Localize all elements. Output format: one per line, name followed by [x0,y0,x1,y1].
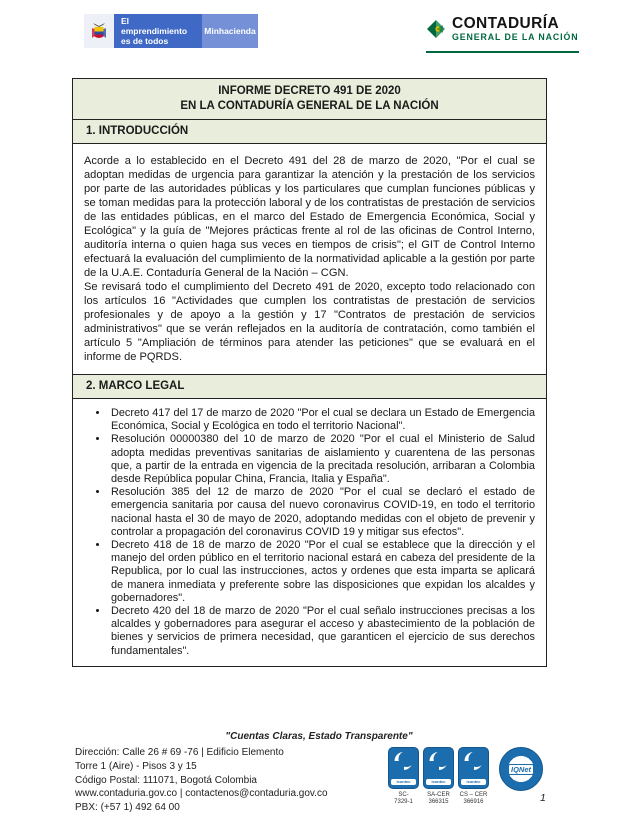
report-table [72,78,547,667]
icontec-badge-icon [388,747,419,789]
address-line-pbx: PBX: (+57 1) 492 64 00 [75,802,180,814]
colombia-coat-of-arms-icon [84,14,114,48]
gov-slogan-line1: El emprendimiento [121,16,188,36]
address-line-codigo-postal: Código Postal: 111071, Bogotá Colombia [75,774,257,786]
footer-address [75,746,328,815]
ministry-label: Minhacienda [202,14,258,48]
gov-slogan-line2: es de todos [121,36,169,46]
gov-slogan-box [114,14,202,48]
icontec-badge-cs [458,747,489,806]
address-line-web-email: www.contaduria.gov.co | contactenos@contaduria.gov.co [75,788,328,800]
footer-slogan: "Cuentas Claras, Estado Transparente" [225,731,413,742]
page-number: 1 [540,792,546,804]
marco-legal-body [73,399,546,666]
legal-item: • Resolución 385 del 12 de marzo de 2020 "Por el cual se declaró el estado de emergencia sanitaria por causa del nuevo coronavirus COVID-19, en todo el territorio nacional hasta el 30 de mayo de 2020, adoptando medidas con el objeto de prevenir y controlar a propagación del coronavirus COVID 19 y mitigar sus efectos". [109,486,535,539]
badge-caption: SC- 7329-1 [394,792,413,805]
legal-item: • Resolución 00000380 del 10 de marzo de 2020 "Por el cual el Ministerio de Salud adopta medidas preventivas sanitarias de aislamiento y cuarentena de las personas que, a partir de la entrada en vigencia de la precitada resolución, arribaran a Colombia desde República popular China, Francia, Italia y España". [109,433,535,486]
cgn-logo-icon [426,16,448,48]
cgn-title: CONTADURÍA [452,15,560,32]
icontec-brand-label: icontec [391,779,416,785]
section-heading-marco-legal: 2. MARCO LEGAL [73,375,546,399]
legal-item: • Decreto 417 del 17 de marzo de 2020 "Por el cual se declara un Estado de Emergencia Económica, Social y Ecológica en todo el territorio Nacional". [109,407,535,433]
cgn-logo [426,16,579,53]
badge-caption: SA-CER 366315 [427,792,450,805]
introduccion-body [73,144,546,375]
legal-item: • Decreto 420 del 18 de marzo de 2020 "Por el cual señalo instrucciones precisas a los alcaldes y gobernadores para asegurar el acceso y abastecimiento de la población de bienes y servicios de primera necesidad, que garanticen el ejercicio de sus derechos fundamentales". [109,605,535,658]
legal-item: • Decreto 418 de 18 de marzo de 2020 "Por el cual se establece que la dirección y el manejo del orden público en el territorio nacional estará en cabeza del presidente de la Republica, por lo cual las instrucciones, actos y ordenes que esta imparta se aplicará de manera inmediata y preferente sobre las disposiciones que expidan los alcaldes y gobernadores". [109,539,535,605]
icontec-badge-sc [388,747,419,806]
intro-paragraph-2: Se revisará todo el cumplimiento del Decreto 491 de 2020, excepto todo relacionado con los artículos 16 "Actividades que cumplen los contratistas de prestación de servicios profesionales y de apoyo a la gestión y 17 "Contratos de prestación de servicios administrativos" que se verán reflejados en la auditoría de contratación, como también el artículo 5 "Ampliación de términos para atender las peticiones" que se evaluará en el informe de PQRDS. [84,281,535,363]
icontec-badge-icon [458,747,489,789]
legal-items-list [84,407,535,658]
report-title-line2: EN LA CONTADURÍA GENERAL DE LA NACIÓN [180,100,439,112]
certification-badges [388,747,543,806]
icontec-brand-label: icontec [461,779,486,785]
address-line-torre: Torre 1 (Aire) - Pisos 3 y 15 [75,760,197,772]
iqnet-badge-icon [499,747,543,791]
cgn-subtitle: GENERAL DE LA NACIÓN [452,32,579,42]
icontec-badge-icon [423,747,454,789]
iqnet-label: IQNet [508,764,534,775]
government-logo [84,14,258,48]
cgn-logo-text [452,16,579,42]
badge-caption: CS – CER 366916 [459,792,488,805]
report-title [73,79,546,120]
icontec-badge-sa [423,747,454,806]
intro-paragraph-1: Acorde a lo establecido en el Decreto 491 del 28 de marzo de 2020, "Por el cual se adoptan medidas de urgencia para garantizar la atención y la prestación de los servicios por parte de las autoridades públicas y los particulares que cumplan funciones públicas y se toman medidas para la protección laboral y de los contratistas de prestación de servicios de las entidades públicas, en el marco del Estado de Emergencia Económica, Social y Ecológica" y la guía de "Mejores prácticas frente al rol de las oficinas de Control Interno, auditoría interna o quien haga sus veces en tiempos de crisis"; el GIT de Control Interno efectuará la evaluación del cumplimiento de la normatividad aplicable a la gestión por parte de la U.A.E. Contaduría General de la Nación – CGN. [84,155,535,279]
section-heading-introduccion: 1. INTRODUCCIÓN [73,120,546,144]
report-title-line1: INFORME DECRETO 491 DE 2020 [218,85,401,97]
address-line-direccion: Dirección: Calle 26 # 69 -76 | Edificio Elemento [75,747,284,758]
icontec-brand-label: icontec [426,779,451,785]
